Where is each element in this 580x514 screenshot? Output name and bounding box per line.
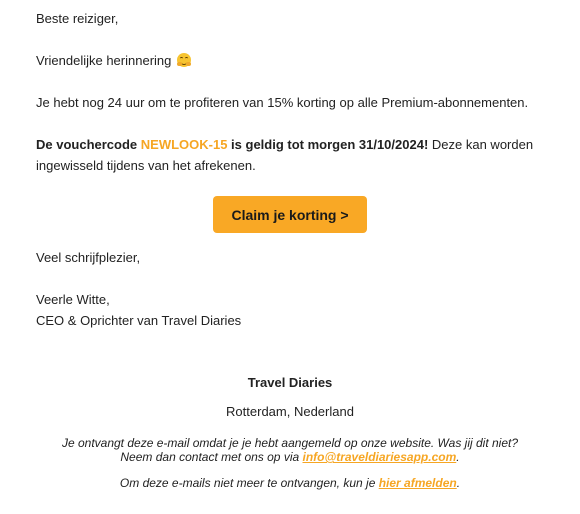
voucher-paragraph: [36, 134, 556, 176]
notice-line-1: Je ontvangt deze e-mail omdat je je hebt aangemeld op onze website. Was jij dit niet?: [61, 436, 519, 450]
reminder-text: Vriendelijke herinnering: [36, 53, 172, 68]
notice-line-2-suffix: .: [456, 450, 460, 464]
notice-line-2: [0, 450, 580, 464]
voucher-suffix: Deze kan worden ingewisseld tijdens van het afrekenen.: [36, 137, 534, 173]
reminder-line: [36, 50, 556, 71]
notice-line-2-prefix: Neem dan contact met ons op via: [120, 450, 303, 464]
signature-name: Veerle Witte,: [36, 292, 110, 307]
voucher-valid: is geldig tot morgen 31/10/2024!: [227, 137, 429, 152]
voucher-prefix: De vouchercode: [36, 137, 141, 152]
claim-discount-button[interactable]: Claim je korting >: [213, 196, 367, 233]
contact-email-link[interactable]: info@traveldiariesapp.com: [302, 450, 457, 464]
unsubscribe-prefix: Om deze e-mails niet meer te ontvangen, kun je: [119, 476, 379, 490]
footer-unsubscribe: [0, 476, 580, 490]
voucher-code: NEWLOOK-15: [140, 137, 228, 152]
offer-text: Je hebt nog 24 uur om te profiteren van 15% korting op alle Premium-abonnementen.: [36, 95, 529, 110]
greeting: Beste reiziger,: [36, 11, 119, 26]
unsubscribe-suffix: .: [456, 476, 461, 490]
hugging-face-icon: [177, 53, 191, 67]
footer-company: Travel Diaries: [247, 375, 333, 390]
closing: Veel schrijfplezier,: [36, 250, 141, 265]
footer-location: Rotterdam, Nederland: [226, 404, 354, 419]
unsubscribe-link[interactable]: hier afmelden: [378, 476, 457, 490]
footer-notice: [0, 436, 580, 464]
signature-title: CEO & Oprichter van Travel Diaries: [36, 313, 242, 328]
